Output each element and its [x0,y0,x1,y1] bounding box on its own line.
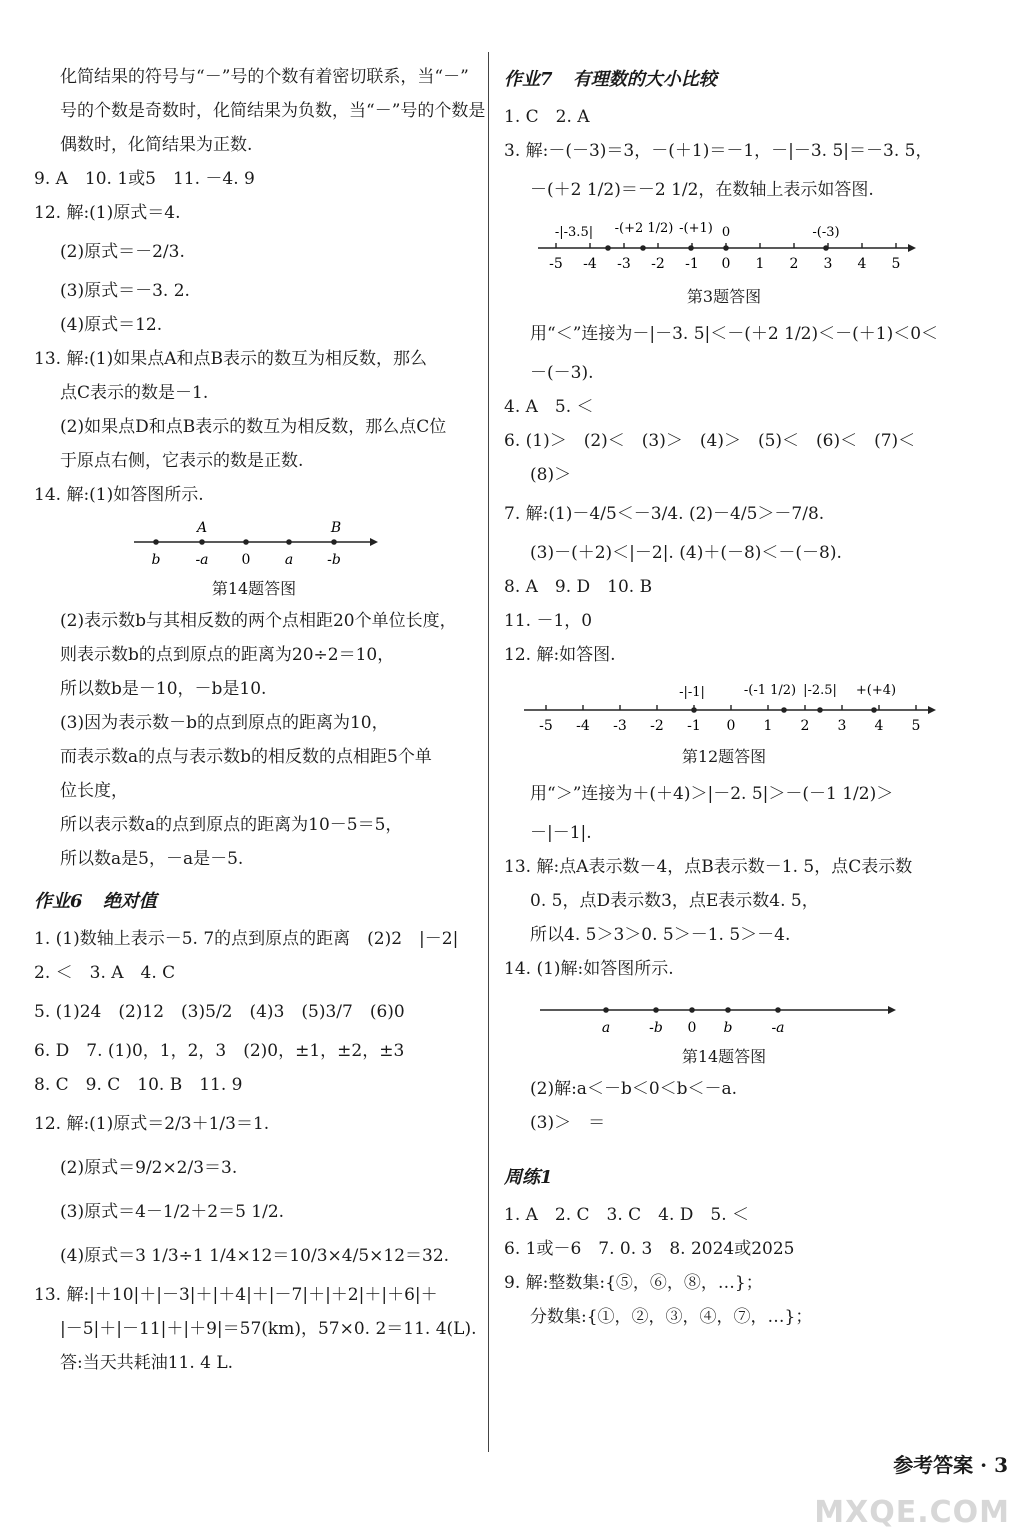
answer-line: 6. D 7. (1)0，1，2，3 (2)0，±1，±2，±3 [34,1041,405,1061]
answer-line: (2)原式＝－2/3. [60,242,185,262]
answer-line: 13. 解:(1)如果点A和点B表示的数互为相反数，那么 [34,349,428,369]
page-footer: 参考答案 · 3 [893,1453,1008,1477]
answer-line: 11. －1，0 [504,611,593,631]
tick-label: -4 [576,718,590,734]
point-label: -(+2 1/2) [614,221,674,236]
answer-line: 8. C 9. C 10. B 11. 9 [34,1075,243,1095]
answer-line: 点C表示的数是－1. [60,383,209,403]
answer-line: 13. 解:|＋10|＋|－3|＋|＋4|＋|－7|＋|＋2|＋|＋6|＋ [34,1285,438,1305]
answer-line: (2)如果点D和点B表示的数互为相反数，那么点C位 [60,417,447,437]
tick-label: 5 [891,256,901,272]
answer-line: 答:当天共耗油11. 4 L. [60,1353,234,1373]
tick-label: -2 [650,718,664,734]
answer-line: (2)表示数b与其相反数的两个点相距20个单位长度， [60,611,457,631]
answer-line: (8)＞ [530,465,572,485]
tick-label: b [151,552,161,568]
figure-14-left [34,512,474,604]
tick-label: 4 [857,256,867,272]
figure-14-right [504,986,944,1072]
answer-line: 1. A 2. C 3. C 4. D 5. ＜ [504,1205,750,1225]
answer-line: (4)原式＝3 1/3÷1 1/4×12＝10/3×4/5×12＝32. [60,1246,450,1266]
answer-line: (3)因为表示数－b的点到原点的距离为10， [60,713,389,733]
column-divider [488,52,489,1452]
point-label: -(+1) [679,221,713,236]
text-line: 号的个数是奇数时，化简结果为负数，当“－”号的个数是 [60,101,486,121]
point-label: 0 [721,225,731,240]
tick-label: -a [771,1020,785,1036]
answer-line: 6. 1或－6 7. 0. 3 8. 2024或2025 [504,1239,795,1259]
figure-caption: 第14题答图 [211,579,297,598]
answer-line: (3)原式＝－3. 2. [60,281,190,301]
answer-line: 12. 解:如答图. [504,645,616,665]
watermark: MXQE.COM [814,1495,1010,1530]
right-column [504,60,944,1334]
answer-line: 3. 解:－(－3)＝3，－(＋1)＝－1，－|－3. 5|＝－3. 5， [504,141,933,161]
section-title: 有理数的大小比较 [572,69,717,90]
answer-line: 位长度， [60,781,128,801]
answer-line: (3)＞ ＝ [530,1113,606,1133]
answer-line: 分数集:{①，②，③，④，⑦，…}； [530,1307,813,1327]
answer-line: 8. A 9. D 10. B [504,577,653,597]
section-label: 作业7 [504,69,553,90]
answer-line: 14. 解:(1)如答图所示. [34,485,204,505]
tick-label: -a [195,552,209,568]
answer-line: 14. (1)解:如答图所示. [504,959,674,979]
tick-label: a [284,552,294,568]
answer-line: 6. (1)＞ (2)＜ (3)＞ (4)＞ (5)＜ (6)＜ (7)＜ [504,431,916,451]
point-label: -(-1 1/2) [743,683,797,698]
answer-line: (4)原式＝12. [60,315,163,335]
section-title: 绝对值 [102,891,157,912]
left-column [34,60,486,1380]
tick-label: -5 [549,256,563,272]
tick-label: 0 [687,1020,697,1036]
tick-label: 3 [837,718,847,734]
answer-line: 7. 解:(1)－4/5＜－3/4. (2)－4/5＞－7/8. [504,504,825,524]
tick-label: -5 [539,718,553,734]
answer-line: 所以数a是5，－a是－5. [60,849,244,869]
tick-label: -4 [583,256,597,272]
answer-line: (3)－(＋2)＜|－2|. (4)＋(－8)＜－(－8). [530,543,842,563]
tick-label: -b [649,1020,663,1036]
tick-label: 3 [823,256,833,272]
point-label: B [330,520,342,536]
answer-line: 13. 解:点A表示数－4，点B表示数－1. 5，点C表示数 [504,857,913,877]
tick-label: 5 [911,718,921,734]
point-label: -|-1| [679,685,705,700]
answer-line: 12. 解:(1)原式＝2/3＋1/3＝1. [34,1114,270,1134]
tick-label: 0 [721,256,731,272]
tick-label: a [601,1020,611,1036]
answer-line: 则表示数b的点到原点的距离为20÷2＝10， [60,645,395,665]
text-line: 化简结果的符号与“－”号的个数有着密切联系，当“－” [60,67,469,87]
answer-line: 所以4. 5＞3＞0. 5＞－1. 5＞－4. [530,925,791,945]
answer-line: －|－1|. [530,823,592,843]
section-heading-7 [504,60,944,100]
answer-line: (3)原式＝4－1/2＋2＝5 1/2. [60,1202,285,1222]
answer-line: 而表示数a的点与表示数b的相反数的点相距5个单 [60,747,432,767]
section-heading-6 [34,882,474,922]
figure-caption: 第12题答图 [681,747,767,766]
answer-line: 12. 解:(1)原式＝4. [34,203,181,223]
figure-12 [504,672,944,772]
answer-line: 5. (1)24 (2)12 (3)5/2 (4)3 (5)3/7 (6)0 [34,1002,405,1022]
tick-label: 1 [755,256,765,272]
tick-label: -1 [687,718,701,734]
answer-line: 1. C 2. A [504,107,590,127]
tick-label: 2 [800,718,810,734]
answer-line: (2)解:a＜－b＜0＜b＜－a. [530,1079,738,1099]
figure-caption: 第3题答图 [686,287,762,306]
tick-label: -3 [617,256,631,272]
point-label: +(+4) [855,683,897,698]
tick-label: 2 [789,256,799,272]
tick-label: 0 [726,718,736,734]
tick-label: 4 [874,718,884,734]
answer-line: (2)原式＝9/2×2/3＝3. [60,1158,238,1178]
tick-label: -2 [651,256,665,272]
answer-line: 用“＜”连接为－|－3. 5|＜－(＋2 1/2)＜－(＋1)＜0＜ [530,324,939,344]
point-label: -(-3) [812,225,840,240]
answer-line: 0. 5，点D表示数3，点E表示数4. 5， [530,891,819,911]
tick-label: 0 [241,552,251,568]
figure-caption: 第14题答图 [681,1047,767,1066]
text-line: 偶数时，化简结果为正数. [60,135,253,155]
tick-label: -b [327,552,341,568]
answer-line: 所以表示数a的点到原点的距离为10－5＝5， [60,815,403,835]
section-label: 周练1 [504,1167,553,1188]
point-label: A [196,520,208,536]
answer-line: 9. 解:整数集:{⑤，⑥，⑧，…}； [504,1273,763,1293]
section-heading-weekly [504,1158,944,1198]
answer-line: 2. ＜ 3. A 4. C [34,963,176,983]
point-label: -|-3.5| [554,225,594,240]
answer-line: 用“＞”连接为＋(＋4)＞|－2. 5|＞－(－1 1/2)＞ [530,784,894,804]
answer-line: 9. A 10. 1或5 11. －4. 9 [34,169,255,189]
answer-line: 于原点右侧，它表示的数是正数. [60,451,304,471]
point-label: |-2.5| [803,683,837,698]
answer-line: 所以数b是－10，－b是10. [60,679,267,699]
tick-label: -3 [613,718,627,734]
answer-line: 4. A 5. ＜ [504,397,594,417]
answer-line: －(－3). [530,363,594,383]
figure-3 [504,212,944,312]
tick-label: b [723,1020,733,1036]
tick-label: 1 [763,718,773,734]
answer-line: |－5|＋|－11|＋|＋9|＝57(km)，57×0. 2＝11. 4(L). [60,1319,477,1339]
answer-line: －(＋2 1/2)＝－2 1/2，在数轴上表示如答图. [530,180,874,200]
tick-label: -1 [685,256,699,272]
answer-line: 1. (1)数轴上表示－5. 7的点到原点的距离 (2)2 |－2| [34,929,459,949]
section-label: 作业6 [34,891,83,912]
